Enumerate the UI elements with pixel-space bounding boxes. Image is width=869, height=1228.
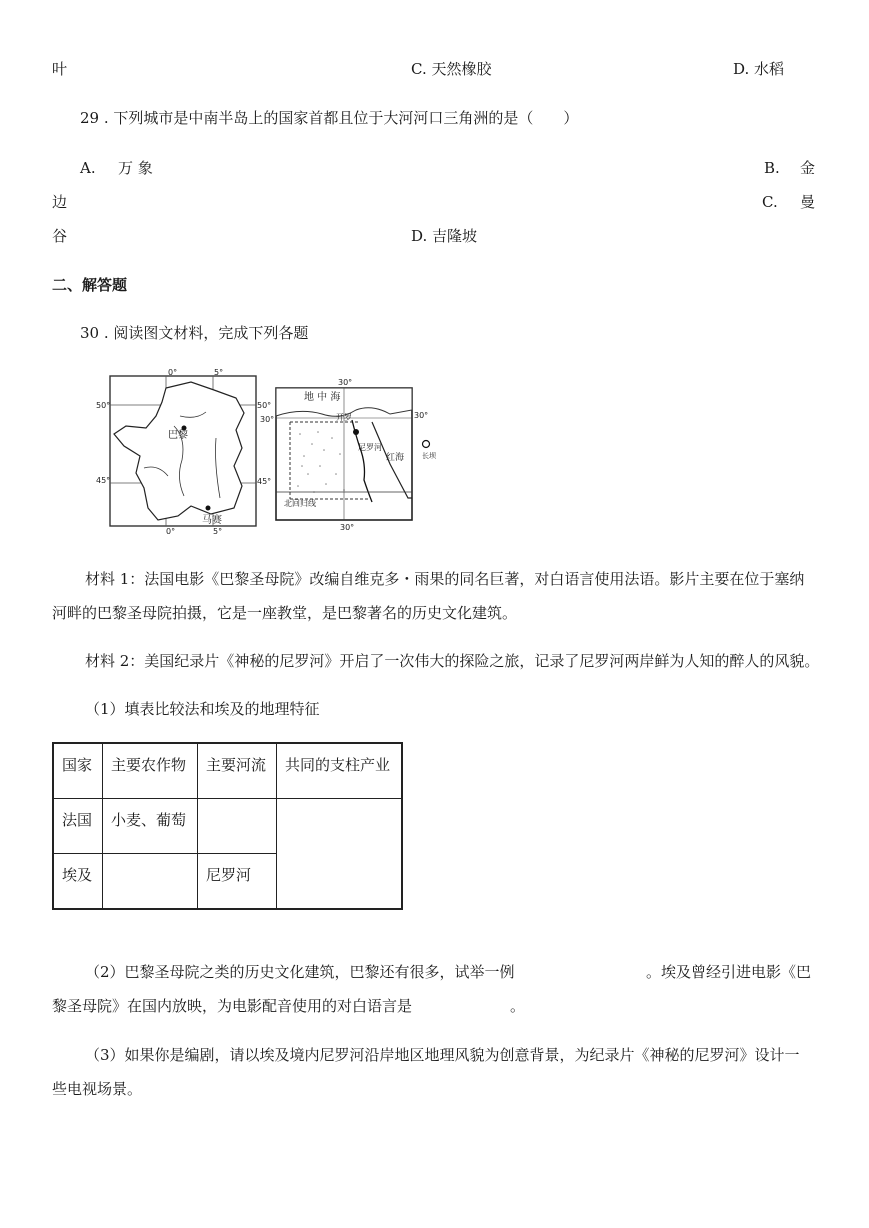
france-map [96, 368, 272, 536]
table-cell-shared[interactable] [277, 799, 403, 910]
q30-stem: 30 . 阅读图文材料，完成下列各题 [80, 324, 309, 342]
q29-option-b-text-1: 金 [800, 159, 816, 177]
map-france-lon-5-top: 5° [214, 368, 224, 377]
table-cell[interactable] [103, 854, 198, 910]
table-row [53, 799, 402, 854]
q28-option-d: D. 水稻 [733, 60, 785, 78]
map-france-lon-0-bottom: 0° [166, 527, 176, 536]
subquestion-3-line-1: （3）如果你是编剧，请以埃及境内尼罗河沿岸地区地理风貌为创意背景，为纪录片《神秘的尼罗河》设计一 [85, 1046, 800, 1064]
table-header-row [53, 743, 402, 799]
comparison-table [52, 742, 403, 910]
q29-option-b-text-2: 边 [52, 193, 68, 211]
q29-option-a-text: 万 象 [118, 159, 153, 177]
material-2: 材料 2：美国纪录片《神秘的尼罗河》开启了一次伟大的探险之旅，记录了尼罗河两岸鲜为人知的醉人的风貌。 [85, 652, 820, 670]
subquestion-2-line-2b: 。 [510, 997, 526, 1015]
table-cell: 埃及 [53, 854, 103, 910]
subquestion-3-line-2: 些电视场景。 [52, 1080, 143, 1098]
map-label-red-sea: 红海 [386, 453, 405, 463]
subquestion-2-part-2: 。埃及曾经引进电影《巴 [646, 963, 812, 981]
map-city-paris: 巴黎 [168, 430, 188, 441]
map-france-lat-45-right: 45° [257, 477, 272, 486]
map-france-lat-45-left: 45° [96, 476, 111, 485]
subquestion-2-part-1: （2）巴黎圣母院之类的历史文化建筑，巴黎还有很多，试举一例 [85, 963, 515, 981]
map-label-tropic: 北回归线 [284, 499, 316, 508]
table-header-cell: 国家 [53, 743, 103, 799]
map-egypt-lon-30-bottom: 30° [340, 523, 355, 532]
q29-option-c-text-2: 谷 [52, 227, 68, 245]
material-1-line-2: 河畔的巴黎圣母院拍摄，它是一座教堂，是巴黎著名的历史文化建筑。 [52, 604, 518, 622]
q29-option-b-letter: B. [764, 159, 780, 177]
map-egypt-lat-30-right: 30° [414, 411, 429, 420]
q29-option-c-letter: C. [762, 193, 778, 211]
map-label-nile: 尼罗河 [358, 443, 382, 452]
table-cell: 法国 [53, 799, 103, 854]
table-header-cell: 主要河流 [198, 743, 277, 799]
q28-option-c: C. 天然橡胶 [411, 60, 492, 78]
map-france-lat-50-right: 50° [257, 401, 272, 410]
subquestion-2-line-2a: 黎圣母院》在国内放映，为电影配音使用的对白语言是 [52, 997, 413, 1015]
section-heading: 二、解答题 [52, 276, 128, 294]
q29-option-d: D. 吉隆坡 [411, 227, 478, 245]
map-city-marseille: 马赛 [202, 515, 222, 526]
map-france-lon-5-bottom: 5° [213, 527, 223, 536]
map-france-lat-50-left: 50° [96, 401, 111, 410]
map-label-mediterranean: 地 中 海 [304, 392, 341, 403]
subquestion-1: （1）填表比较法和埃及的地理特征 [85, 700, 320, 718]
map-egypt-lon-30-top: 30° [338, 378, 353, 387]
map-egypt-lat-30-left: 30° [260, 415, 275, 424]
table-cell: 尼罗河 [198, 854, 277, 910]
table-cell: 小麦、葡萄 [103, 799, 198, 854]
map-france-lon-0: 0° [168, 368, 178, 377]
table-header-cell: 共同的支柱产业 [277, 743, 403, 799]
map-city-cairo: 开罗 [336, 413, 352, 422]
map-label-dam: 长坝 [422, 452, 436, 460]
table-cell[interactable] [198, 799, 277, 854]
q29-option-c-text-1: 曼 [800, 193, 816, 211]
egypt-map [260, 374, 440, 530]
q29-option-a-letter: A. [80, 159, 96, 177]
table-header-cell: 主要农作物 [103, 743, 198, 799]
q28-option-a-tail: 叶 [52, 60, 68, 78]
q29-stem: 29 . 下列城市是中南半岛上的国家首都且位于大河河口三角洲的是（ ） [80, 109, 579, 127]
material-1-line-1: 材料 1：法国电影《巴黎圣母院》改编自维克多・雨果的同名巨著，对白语言使用法语。影片主要在位于塞纳 [85, 570, 805, 588]
